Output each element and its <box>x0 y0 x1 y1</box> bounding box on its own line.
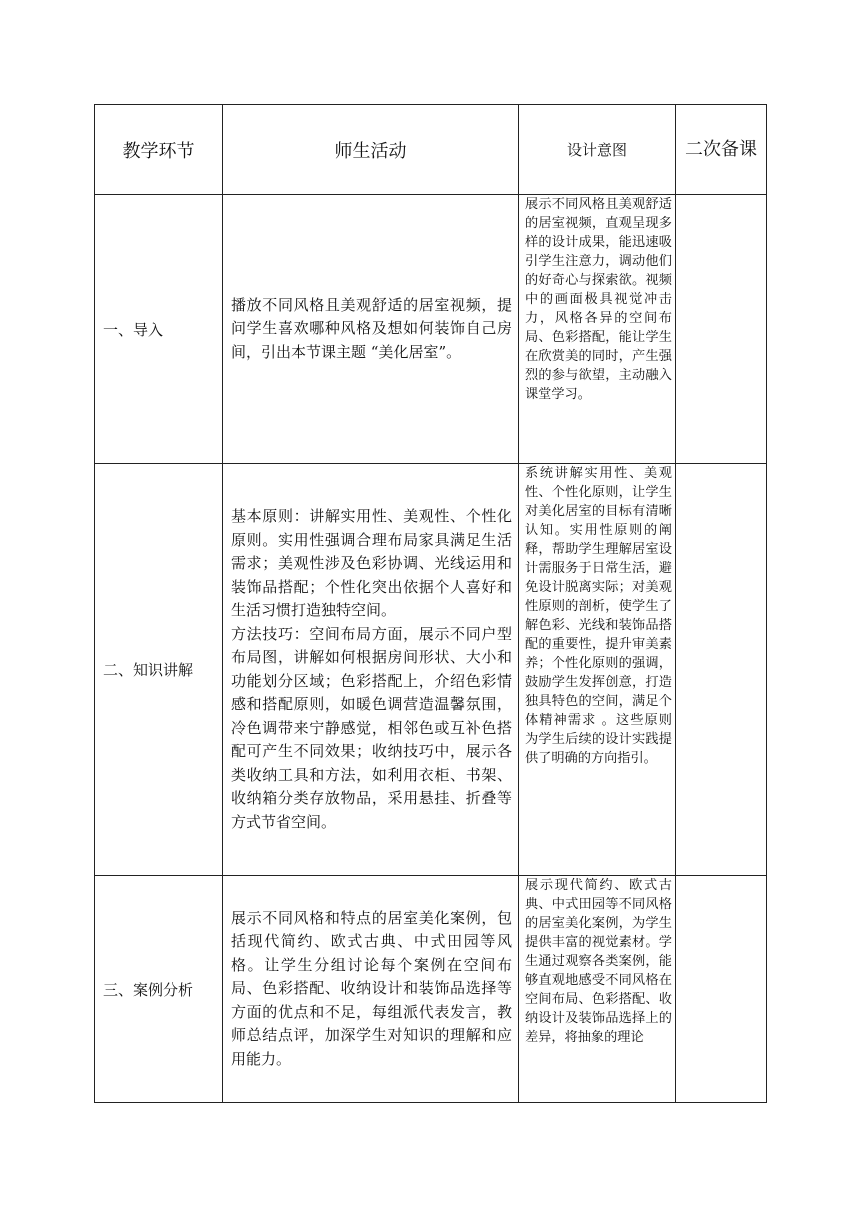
lesson-plan-table <box>94 104 767 1103</box>
stage-cell: 一、导入 <box>95 195 223 464</box>
table-row <box>95 195 767 464</box>
note-cell[interactable] <box>676 464 767 876</box>
activity-cell: 播放不同风格且美观舒适的居室视频，提问学生喜欢哪种风格及想如何装饰自己房间，引出本节课主题 “美化居室”。 <box>223 195 519 464</box>
activity-cell: 展示不同风格和特点的居室美化案例，包括现代简约、欧式古典、中式田园等风格。让学生分组讨论每个案例在空间布局、色彩搭配、收纳设计和装饰品选择等方面的优点和不足，每组派代表发言，教师总结点评，加深学生对知识的理解和应用能力。 <box>223 876 519 1103</box>
note-cell[interactable] <box>676 195 767 464</box>
activity-paragraph: 基本原则：讲解实用性、美观性、个性化原则。实用性强调合理布局家具满足生活需求；美观性涉及色彩协调、光线运用和装饰品搭配；个性化突出依据个人喜好和生活习惯打造独特空间。 <box>231 507 512 619</box>
header-row <box>95 105 767 195</box>
table-row <box>95 464 767 876</box>
header-intent: 设计意图 <box>519 105 676 195</box>
activity-cell <box>223 464 519 876</box>
activity-paragraph: 方法技巧：空间布局方面，展示不同户型布局图，讲解如何根据房间形状、大小和功能划分区域；色彩搭配上，介绍色彩情感和搭配原则，如暖色调营造温馨氛围，冷色调带来宁静感觉，相邻色或互补色搭配可产生不同效果；收纳技巧中，展示各类收纳工具和方法，如利用衣柜、书架、收纳箱分类存放物品，采用悬挂、折叠等方式节省空间。 <box>231 624 512 831</box>
header-activity: 师生活动 <box>223 105 519 195</box>
header-stage: 教学环节 <box>95 105 223 195</box>
note-cell[interactable] <box>676 876 767 1103</box>
table-row <box>95 876 767 1103</box>
intent-cell: 展示现代简约、欧式古典、中式田园等不同风格的居室美化案例，为学生提供丰富的视觉素材。学生通过观察各类案例，能够直观地感受不同风格在空间布局、色彩搭配、收纳设计及装饰品选择上的差异，将抽象的理论 <box>519 876 676 1103</box>
intent-cell: 展示不同风格且美观舒适的居室视频，直观呈现多样的设计成果，能迅速吸引学生注意力，调动他们的好奇心与探索欲。视频中的画面极具视觉冲击力，风格各异的空间布局、色彩搭配，能让学生在欣赏美的同时，产生强烈的参与欲望，主动融入课堂学习。 <box>519 195 676 464</box>
stage-cell: 二、知识讲解 <box>95 464 223 876</box>
header-note: 二次备课 <box>676 105 767 195</box>
intent-cell: 系统讲解实用性、美观性、个性化原则，让学生对美化居室的目标有清晰认知。实用性原则的阐释，帮助学生理解居室设计需服务于日常生活，避免设计脱离实际；对美观性原则的剖析，使学生了解色彩、光线和装饰品搭配的重要性，提升审美素养；个性化原则的强调，鼓励学生发挥创意，打造独具特色的空间，满足个体精神需求 。这些原则为学生后续的设计实践提供了明确的方向指引。 <box>519 464 676 876</box>
stage-cell: 三、案例分析 <box>95 876 223 1103</box>
